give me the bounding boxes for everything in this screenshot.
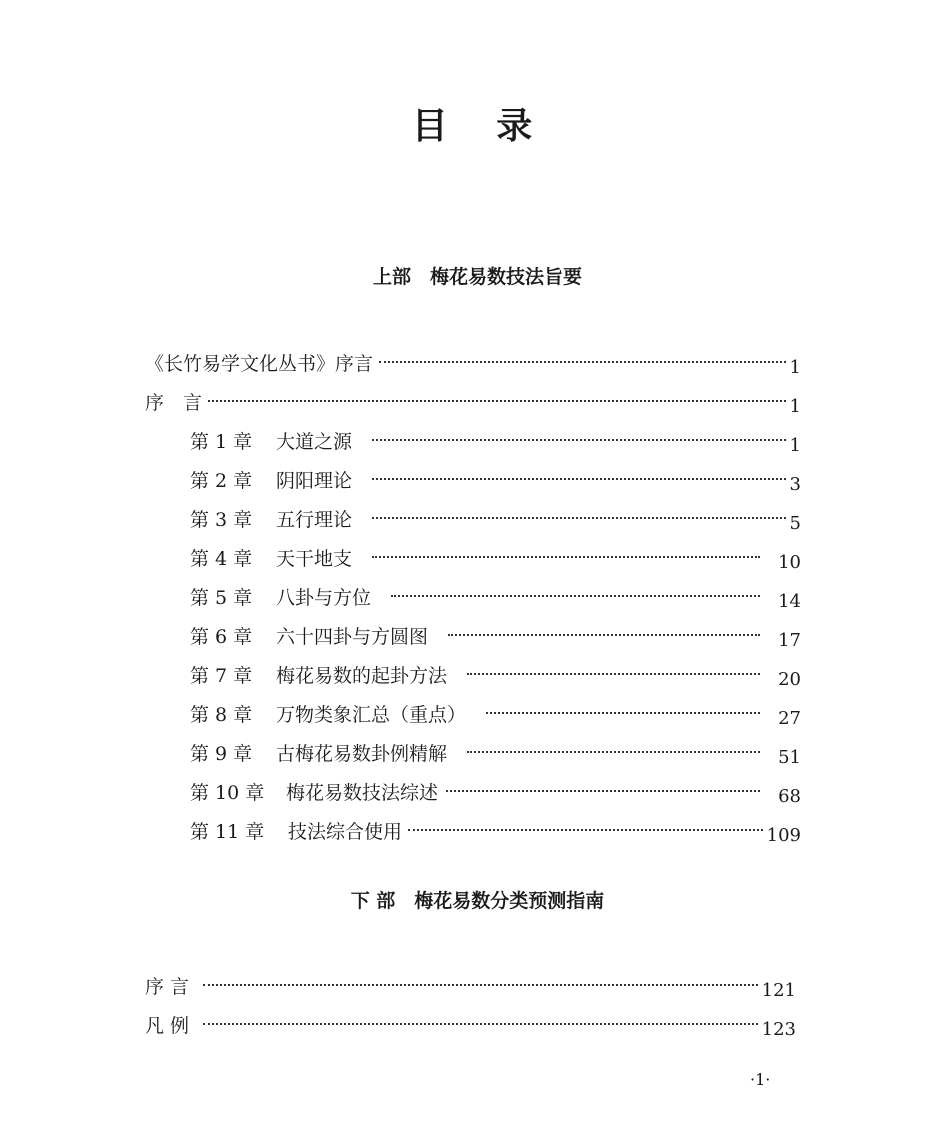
chapter-number: 第 5 章 <box>190 587 253 609</box>
dot-leader <box>372 496 786 526</box>
chapter-title: 技法综合使用 <box>288 821 403 843</box>
chapter-page: 10 <box>778 552 801 573</box>
chapter-number: 第 3 章 <box>190 509 253 531</box>
toc-chapter-4[interactable] <box>190 535 801 573</box>
chapter-number: 第 11 章 <box>190 821 265 843</box>
toc-entry-title: 序 言 <box>145 392 203 414</box>
toc-chapter-10[interactable] <box>190 769 801 807</box>
chapter-page: 27 <box>778 708 801 729</box>
chapter-page: 20 <box>778 669 801 690</box>
chapter-title: 六十四卦与方圆图 <box>276 626 429 648</box>
chapter-number: 第 1 章 <box>190 431 253 453</box>
chapter-number: 第 2 章 <box>190 470 253 492</box>
toc-chapter-5[interactable] <box>190 574 801 612</box>
chapter-page: 109 <box>766 825 801 846</box>
part1-title: 上部 梅花易数技法旨要 <box>372 266 582 288</box>
toc-entry-part2-conventions[interactable] <box>145 1002 796 1040</box>
chapter-title: 八卦与方位 <box>276 587 372 609</box>
chapter-page: 14 <box>778 591 801 612</box>
chapter-title: 五行理论 <box>276 509 353 531</box>
toc-entry-page: 1 <box>789 396 801 417</box>
chapter-number: 第 6 章 <box>190 626 253 648</box>
chapter-page: 3 <box>789 474 801 495</box>
toc-entry-page: 121 <box>761 980 796 1001</box>
chapter-page: 68 <box>778 786 801 807</box>
dot-leader <box>372 418 786 448</box>
dot-leader <box>208 379 786 409</box>
chapter-number: 第 10 章 <box>190 782 265 804</box>
dot-leader <box>486 691 760 721</box>
chapter-page: 17 <box>778 630 801 651</box>
part2-title: 下 部 梅花易数分类预测指南 <box>350 890 605 912</box>
dot-leader <box>446 769 760 799</box>
toc-entry-page: 1 <box>789 357 801 378</box>
chapter-page: 5 <box>789 513 801 534</box>
toc-chapter-9[interactable] <box>190 730 801 768</box>
chapter-number: 第 8 章 <box>190 704 253 726</box>
dot-leader <box>372 535 760 565</box>
chapter-title: 万物类象汇总（重点） <box>276 704 467 726</box>
chapter-title: 梅花易数的起卦方法 <box>276 665 448 687</box>
toc-entry-title: 凡 例 <box>145 1015 190 1037</box>
toc-entry-preface[interactable] <box>145 379 801 417</box>
toc-chapter-2[interactable] <box>190 457 801 495</box>
chapter-title: 古梅花易数卦例精解 <box>276 743 448 765</box>
toc-entry-title: 《长竹易学文化丛书》序言 <box>145 353 374 375</box>
chapter-number: 第 9 章 <box>190 743 253 765</box>
dot-leader <box>391 574 760 604</box>
toc-chapter-11[interactable] <box>190 808 801 846</box>
dot-leader <box>372 457 786 487</box>
toc-entry-series-preface[interactable] <box>145 340 801 378</box>
toc-chapter-8[interactable] <box>190 691 801 729</box>
dot-leader <box>203 1002 758 1032</box>
chapter-number: 第 4 章 <box>190 548 253 570</box>
chapter-title: 梅花易数技法综述 <box>286 782 439 804</box>
page-title: 目 录 <box>411 106 551 147</box>
dot-leader <box>408 808 763 838</box>
toc-entry-page: 123 <box>761 1019 796 1040</box>
toc-chapter-7[interactable] <box>190 652 801 690</box>
chapter-number: 第 7 章 <box>190 665 253 687</box>
dot-leader <box>467 652 760 682</box>
chapter-title: 天干地支 <box>276 548 353 570</box>
dot-leader <box>203 963 758 993</box>
toc-entry-title: 序 言 <box>145 976 190 998</box>
dot-leader <box>379 340 786 370</box>
dot-leader <box>448 613 760 643</box>
page-number: ·1· <box>750 1070 771 1089</box>
toc-chapter-6[interactable] <box>190 613 801 651</box>
dot-leader <box>467 730 760 760</box>
toc-entry-part2-preface[interactable] <box>145 963 796 1001</box>
chapter-page: 51 <box>778 747 801 768</box>
chapter-title: 阴阳理论 <box>276 470 353 492</box>
toc-chapter-3[interactable] <box>190 496 801 534</box>
chapter-title: 大道之源 <box>276 431 353 453</box>
toc-chapter-1[interactable] <box>190 418 801 456</box>
chapter-page: 1 <box>789 435 801 456</box>
